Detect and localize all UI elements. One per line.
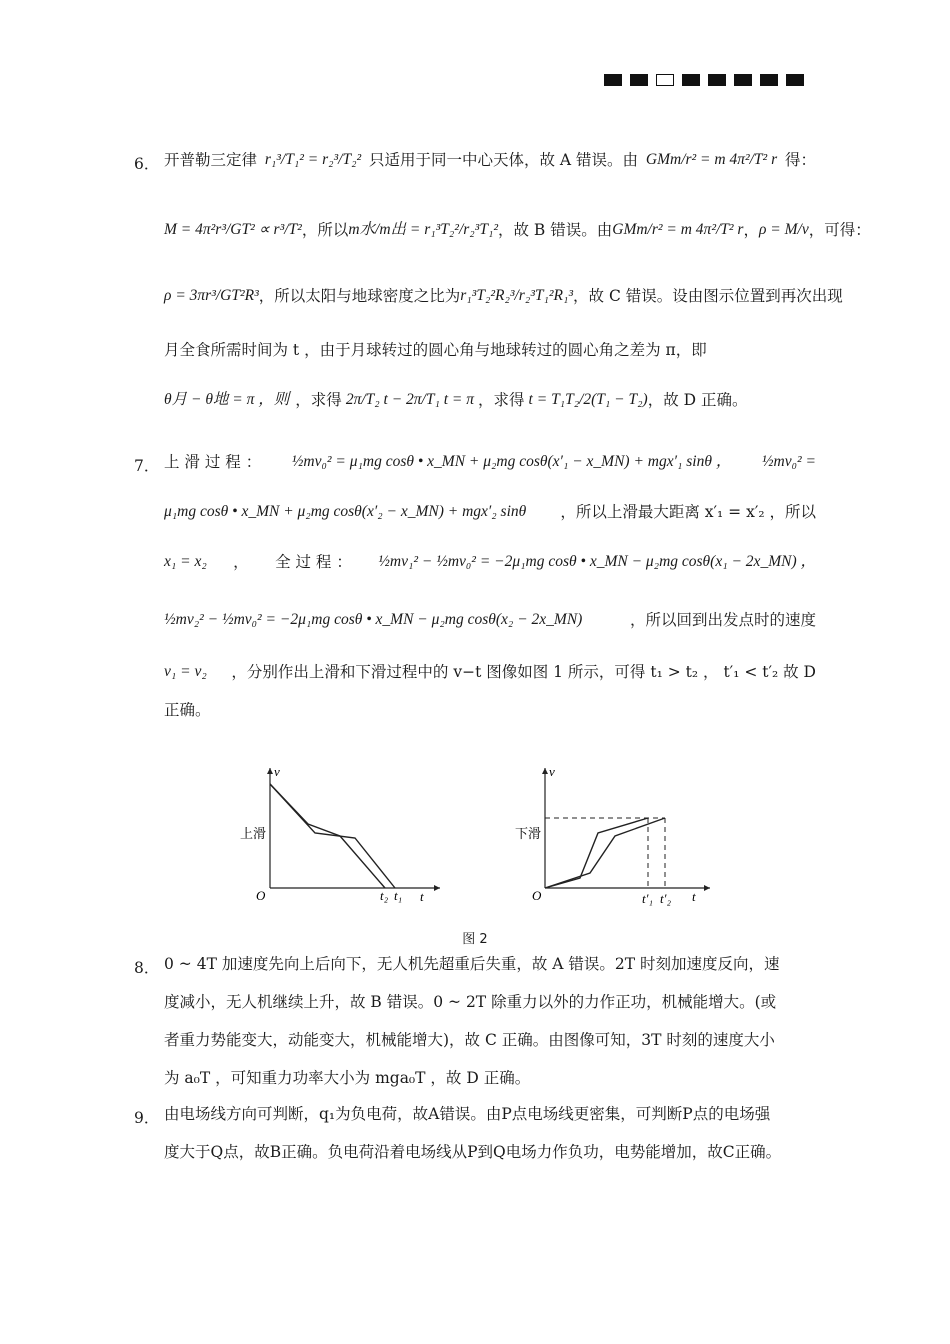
gravity-formula: GMm/r² = m 4π²/T² r: [645, 151, 778, 168]
left-t2: t₂: [380, 888, 389, 903]
q9-number: 9．: [134, 1109, 160, 1127]
ratio-formula: m水/m出 = r₁³T₂²/r₂³T₁²: [348, 221, 498, 238]
left-x-arrow: [434, 885, 440, 891]
right-x-arrow: [704, 885, 710, 891]
marker-square: [604, 74, 622, 86]
q6-line-1: 开普勒三定律 r₁³/T₁² = r₂³/T₂² 只适用于同一中心天体，故 A 错误。由 GMm/r² = m 4π²/T² r 得：: [164, 148, 816, 172]
q7-line-4: ½mv₂² − ½mv₀² = −2μ₁mg cosθ • x_MN − μ₂mg cosθ(x₂ − 2x_MN) ，所以回到出发点时的速度: [164, 611, 816, 629]
right-t2p: t′₂: [660, 891, 671, 906]
marker-square: [786, 74, 804, 86]
vt-graphs-figure: [240, 758, 720, 948]
q8-line-4: 为 a₀T ，可知重力功率大小为 mga₀T ，故 D 正确。: [164, 1069, 531, 1087]
right-y-arrow: [542, 768, 548, 774]
left-curve-2: [270, 784, 385, 888]
right-curve-1: [545, 818, 648, 888]
header-marks: [604, 74, 804, 86]
density-formula: ρ = 3πr³/GT²R³: [164, 287, 259, 304]
density-def: ρ = M/v: [758, 221, 809, 238]
angle-formula: 2π/T₂ t − 2π/T₁ t = π: [345, 391, 475, 408]
marker-square: [630, 74, 648, 86]
marker-square: [708, 74, 726, 86]
vt-graphs: [240, 758, 720, 948]
left-graph-label: 上滑: [240, 827, 267, 842]
left-v-label: v: [274, 764, 280, 779]
q6-line-5: θ月 − θ地 = π ，则 ，求得 2π/T₂ t − 2π/T₁ t = π ，求得 t = T₁T₂/2(T₁ − T₂) ，故 D 正确。: [164, 388, 816, 412]
right-curve-2: [545, 818, 665, 888]
q8-line-1: 0 ~ 4T 加速度先向上后向下，无人机先超重后失重，故 A 错误。2T 时刻加速度反向，速: [164, 955, 780, 973]
q6-number: 6．: [134, 155, 160, 173]
q9-line-1: 由电场线方向可判断，q₁为负电荷，故A错误。由P点电场线更密集，可判断P点的电场强: [164, 1105, 771, 1123]
kepler-formula: r₁³/T₁² = r₂³/T₂²: [264, 151, 362, 168]
density-ratio: r₁³T₂²R₂³/r₂³T₁²R₁³: [460, 287, 574, 304]
q6-line-3: ρ = 3πr³/GT²R³ ，所以太阳与地球密度之比为 r₁³T₂²R₂³/r₂³T₁²R₁³ ，故 C 错误。设由图示位置到再次出现: [164, 284, 816, 308]
q6-line-4: 月全食所需时间为 t ，由于月球转过的圆心角与地球转过的圆心角之差为 π，即: [164, 341, 707, 359]
right-origin: O: [532, 888, 542, 903]
left-curve-1: [270, 784, 395, 888]
left-origin: O: [256, 888, 266, 903]
marker-square: [682, 74, 700, 86]
q7-line-6: 正确。: [164, 701, 211, 719]
q8-line-3: 者重力势能变大，动能变大，机械能增大)，故 C 正确。由图像可知，3T 时刻的速度大小: [164, 1031, 775, 1049]
mass-formula: M = 4π²r³/GT² ∝ r³/T²: [164, 221, 302, 238]
left-t-label: t: [420, 889, 424, 904]
right-graph-label: 下滑: [515, 827, 542, 842]
q7-line-3: x₁ = x₂ ， 全 过 程 ： ½mv₁² − ½mv₀² = −2μ₁mg cosθ • x_MN − μ₂mg cosθ(x₁ − 2x_MN) ，: [164, 553, 816, 571]
right-v-label: v: [549, 764, 555, 779]
q9-line-2: 度大于Q点，故B正确。负电荷沿着电场线从P到Q电场力作负功，电势能增加，故C正确。: [164, 1143, 782, 1161]
figure-caption: 图 2: [462, 932, 488, 947]
q8-line-2: 度减小，无人机继续上升，故 B 错误。0 ~ 2T 除重力以外的力作正功，机械能增大。(或: [164, 993, 777, 1011]
q7-line-1: 上 滑 过 程 ： ½mv₀² = μ₁mg cosθ • x_MN + μ₂mg cosθ(x′₁ − x_MN) + mgx′₁ sinθ ， ½mv₀² =: [164, 453, 816, 471]
q7-line-5: v₁ = v₂ ，分别作出上滑和下滑过程中的 v−t 图像如图 1 所示，可得 t₁ > t₂ ， t′₁ < t′₂ 故 D: [164, 663, 816, 681]
q8-number: 8．: [134, 959, 160, 977]
q7-number: 7．: [134, 457, 160, 475]
left-y-arrow: [267, 768, 273, 774]
q7-line-2: μ₁mg cosθ • x_MN + μ₂mg cosθ(x′₂ − x_MN) + mgx′₂ sinθ ，所以上滑最大距离 x′₁ = x′₂ ，所以: [164, 503, 816, 521]
marker-square: [760, 74, 778, 86]
right-t-label: t: [692, 889, 696, 904]
marker-square-hollow: [656, 74, 674, 86]
time-formula: t = T₁T₂/2(T₁ − T₂): [528, 391, 648, 408]
left-t1: t₁: [394, 888, 403, 903]
right-t1p: t′₁: [642, 891, 653, 906]
gravity-formula-2: GMm/r² = m 4π²/T² r: [612, 221, 744, 238]
marker-square: [734, 74, 752, 86]
q6-line-2: M = 4π²r³/GT² ∝ r³/T² ，所以 m水/m出 = r₁³T₂²/r₂³T₁² ，故 B 错误。由 GMm/r² = m 4π²/T² r ， ρ = M/v ，可得：: [164, 218, 816, 242]
